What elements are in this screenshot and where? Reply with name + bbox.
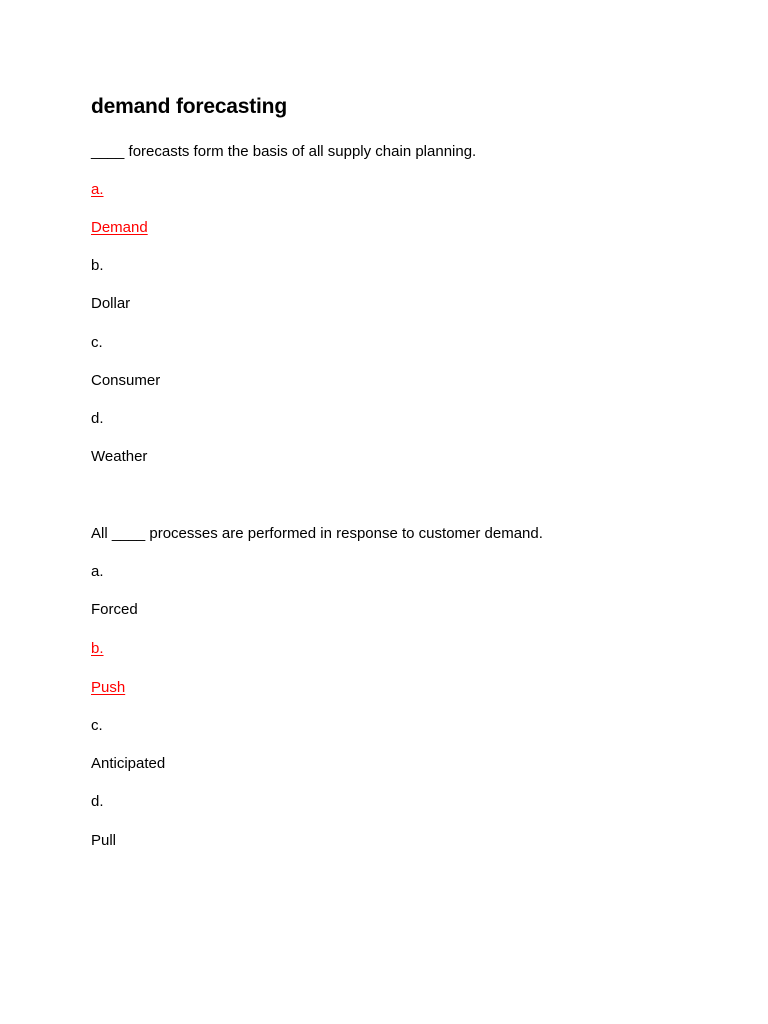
question-1-option-b-text: Dollar: [91, 295, 131, 312]
question-1-option-c-text: Consumer: [91, 372, 161, 389]
question-2-option-a-letter: a.: [91, 563, 104, 580]
question-1-option-a-text: Demand: [91, 219, 148, 236]
question-2-prompt: All ____ processes are performed in response to customer demand.: [91, 525, 543, 542]
question-2-option-c-text: Anticipated: [91, 755, 166, 772]
document-title: demand forecasting: [91, 95, 287, 118]
question-2-option-a-text: Forced: [91, 601, 138, 618]
question-1-option-b-letter: b.: [91, 257, 104, 274]
question-1-prompt: ____ forecasts form the basis of all supply chain planning.: [91, 143, 477, 160]
question-2-option-b-text: Push: [91, 679, 126, 696]
question-1-option-d-letter: d.: [91, 410, 104, 427]
question-2-option-b-letter: b.: [91, 640, 104, 657]
question-2-option-d-text: Pull: [91, 832, 117, 849]
question-2-option-c-letter: c.: [91, 717, 103, 734]
question-1-option-a-letter: a.: [91, 181, 104, 198]
question-2-option-d-letter: d.: [91, 793, 104, 810]
question-1-option-c-letter: c.: [91, 334, 103, 351]
question-1-option-d-text: Weather: [91, 448, 148, 465]
